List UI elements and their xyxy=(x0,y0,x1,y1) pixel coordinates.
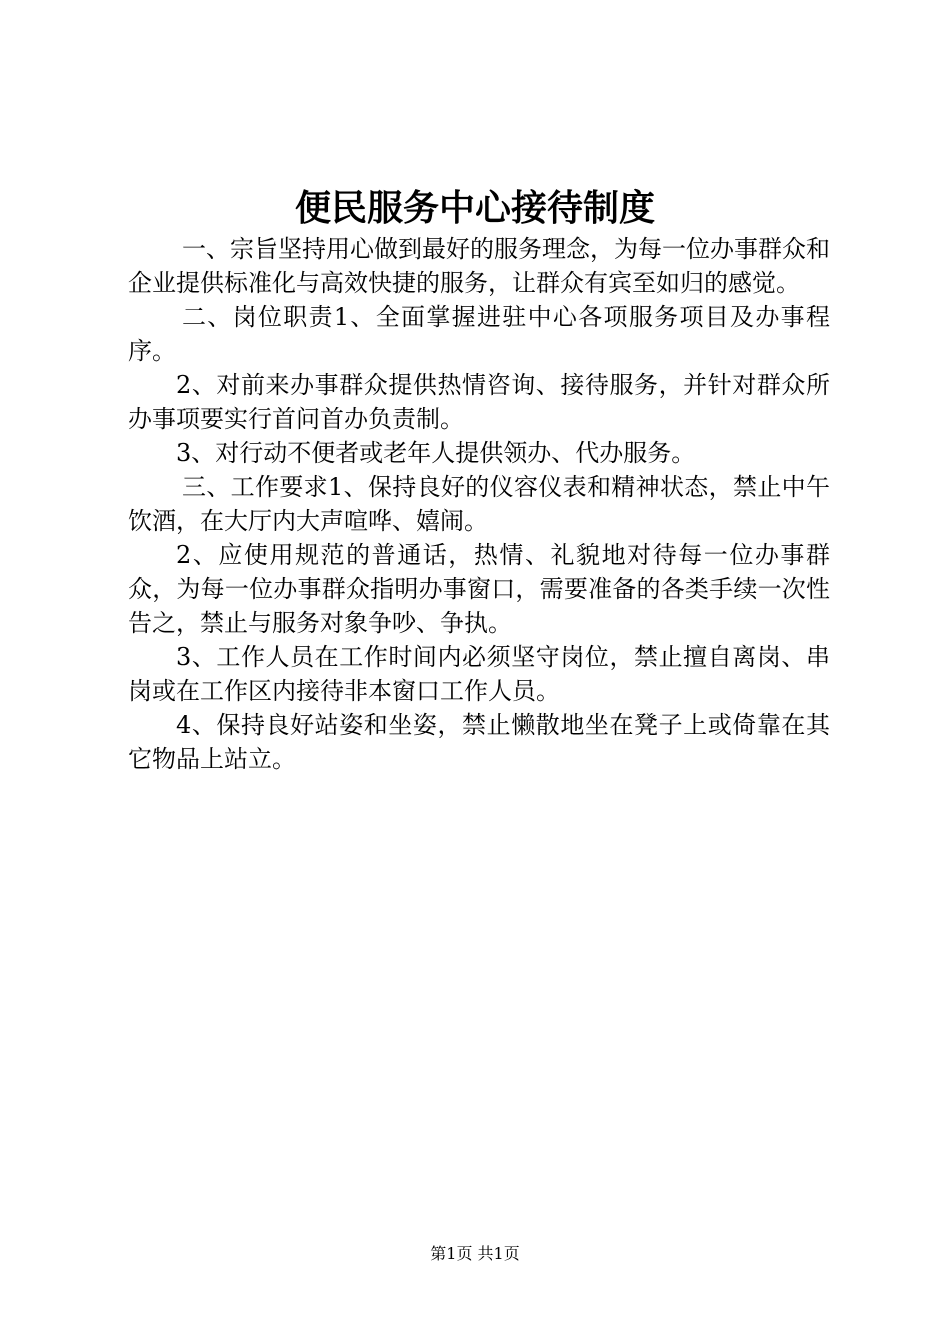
paragraph-requirements-2: 2、应使用规范的普通话，热情、礼貌地对待每一位办事群众，为每一位办事群众指明办事窗口，需要准备的各类手续一次性告之，禁止与服务对象争吵、争执。 xyxy=(128,541,830,637)
paragraph-requirements-1: 三、工作要求1、保持良好的仪容仪表和精神状态，禁止中午饮酒，在大厅内大声喧哗、嬉闹。 xyxy=(128,473,830,535)
document-body xyxy=(128,232,830,776)
paragraph-requirements-4: 4、保持良好站姿和坐姿，禁止懒散地坐在凳子上或倚靠在其它物品上站立。 xyxy=(128,711,830,773)
document-title: 便民服务中心接待制度 xyxy=(294,187,655,229)
paragraph-duties-1: 二、岗位职责1、全面掌握进驻中心各项服务项目及办事程序。 xyxy=(128,303,830,365)
paragraph-duties-2: 2、对前来办事群众提供热情咨询、接待服务，并针对群众所办事项要实行首问首办负责制。 xyxy=(128,371,830,433)
paragraph-requirements-3: 3、工作人员在工作时间内必须坚守岗位，禁止擅自离岗、串岗或在工作区内接待非本窗口工作人员。 xyxy=(128,643,830,705)
paragraph-purpose: 一、宗旨坚持用心做到最好的服务理念，为每一位办事群众和企业提供标准化与高效快捷的服务，让群众有宾至如归的感觉。 xyxy=(128,235,830,297)
paragraph-duties-3: 3、对行动不便者或老年人提供领办、代办服务。 xyxy=(176,439,696,467)
page-footer: 第1页 共1页 xyxy=(430,1244,520,1263)
